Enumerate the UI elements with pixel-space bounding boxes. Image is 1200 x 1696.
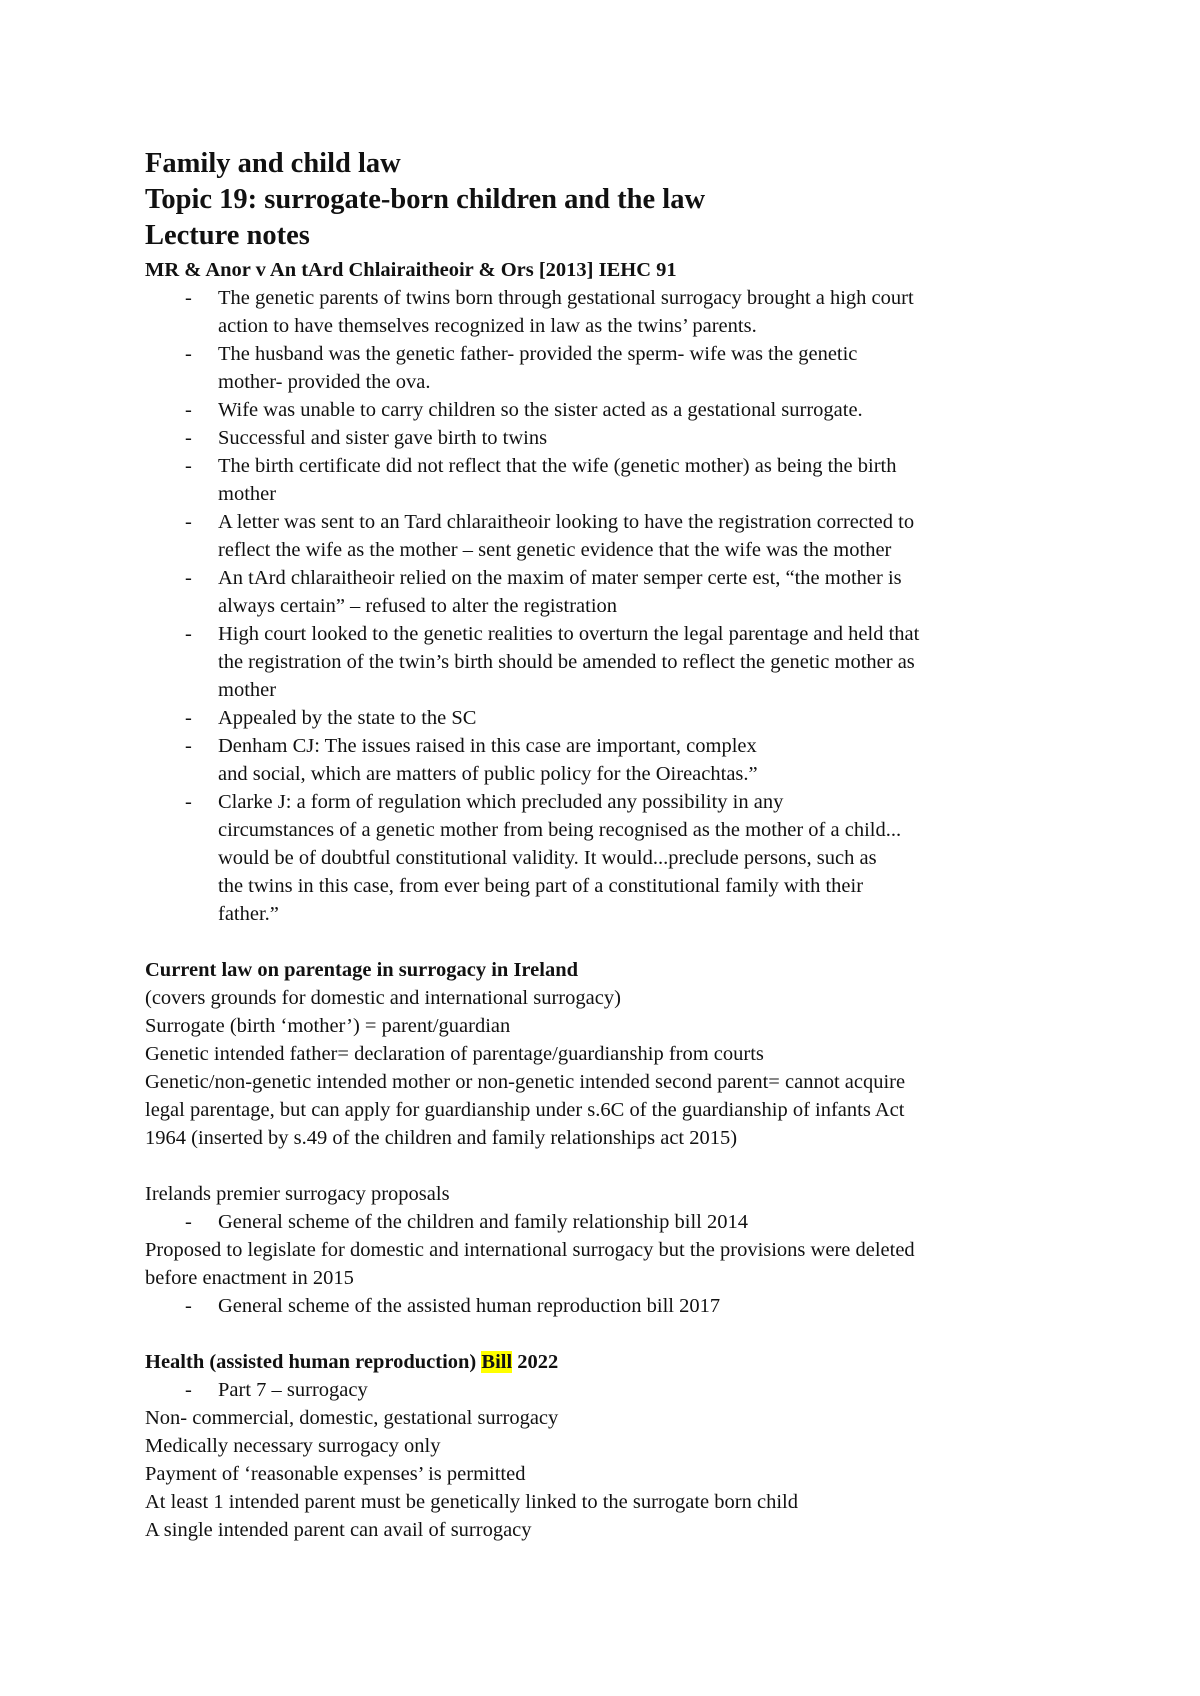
case-bullet-line: - A letter was sent to an Tard chlaraitheoir looking to have the registration corrected to	[218, 511, 915, 533]
text-line: legal parentage, but can apply for guardianship under s.6C of the guardianship of infants Act	[145, 1099, 905, 1121]
case-bullet	[145, 396, 1105, 424]
list-item: - General scheme of the children and family relationship bill 2014	[145, 1208, 1105, 1236]
document-title: Family and child law	[145, 148, 401, 179]
case-bullet	[145, 564, 1105, 620]
text-line: (covers grounds for domestic and international surrogacy)	[145, 987, 621, 1009]
bill-title	[145, 1348, 1105, 1376]
case-bullet-line: and social, which are matters of public policy for the Oireachtas.”	[218, 763, 758, 785]
case-bullet-line: - The husband was the genetic father- provided the sperm- wife was the genetic	[218, 343, 858, 365]
list-item: - Part 7 – surrogacy	[145, 1376, 1105, 1404]
case-bullet	[145, 620, 1105, 704]
case-bullet-line: circumstances of a genetic mother from being recognised as the mother of a child...	[218, 819, 902, 841]
text-line: A single intended parent can avail of surrogacy	[145, 1519, 532, 1541]
case-bullet-line: - An tArd chlaraitheoir relied on the maxim of mater semper certe est, “the mother is	[218, 567, 902, 589]
bill-text	[145, 1404, 1105, 1544]
text-line: Proposed to legislate for domestic and international surrogacy but the provisions were deleted	[145, 1239, 915, 1261]
text-line: Surrogate (birth ‘mother’) = parent/guardian	[145, 1015, 511, 1037]
case-bullet-line: mother	[218, 483, 277, 505]
case-bullet-line: - Wife was unable to carry children so the sister acted as a gestational surrogate.	[218, 399, 863, 421]
case-bullet-line: - High court looked to the genetic realities to overturn the legal parentage and held that	[218, 623, 920, 645]
bill-list	[145, 1376, 1105, 1404]
case-bullet	[145, 704, 1105, 732]
proposals-intro: Irelands premier surrogacy proposals	[145, 1183, 450, 1205]
spacer	[145, 928, 1105, 956]
case-bullet-line: always certain” – refused to alter the registration	[218, 595, 618, 617]
current-law-title: Current law on parentage in surrogacy in Ireland	[145, 959, 578, 981]
highlighted-text: Bill	[481, 1351, 513, 1373]
text-line: Non- commercial, domestic, gestational surrogacy	[145, 1407, 559, 1429]
topic-title: Topic 19: surrogate-born children and the law	[145, 184, 706, 215]
text-line: Medically necessary surrogacy only	[145, 1435, 441, 1457]
document-body	[145, 146, 1105, 1544]
case-title: MR & Anor v An tArd Chlairaitheoir & Ors [2013] IEHC 91	[145, 259, 677, 281]
case-bullet	[145, 340, 1105, 396]
case-bullet-line: - The genetic parents of twins born through gestational surrogacy brought a high court	[218, 287, 914, 309]
text-line: Genetic intended father= declaration of parentage/guardianship from courts	[145, 1043, 764, 1065]
case-bullet-list	[145, 284, 1105, 928]
case-bullet-line: - The birth certificate did not reflect that the wife (genetic mother) as being the birth	[218, 455, 897, 477]
case-bullet	[145, 788, 1105, 928]
case-bullet	[145, 424, 1105, 452]
text-line: At least 1 intended parent must be genetically linked to the surrogate born child	[145, 1491, 798, 1513]
list-item: - General scheme of the assisted human reproduction bill 2017	[145, 1292, 1105, 1320]
case-bullet	[145, 508, 1105, 564]
text-line: 1964 (inserted by s.49 of the children and family relationships act 2015)	[145, 1127, 738, 1149]
text-line: Payment of ‘reasonable expenses’ is permitted	[145, 1463, 526, 1485]
case-bullet-line: the registration of the twin’s birth should be amended to reflect the genetic mother as	[218, 651, 915, 673]
case-bullet-line: - Clarke J: a form of regulation which precluded any possibility in any	[218, 791, 784, 813]
case-bullet	[145, 452, 1105, 508]
case-bullet-line: - Successful and sister gave birth to twins	[218, 427, 548, 449]
case-bullet-line: reflect the wife as the mother – sent genetic evidence that the wife was the mother	[218, 539, 892, 561]
case-bullet	[145, 732, 1105, 788]
spacer	[145, 1320, 1105, 1348]
proposals-list-2	[145, 1292, 1105, 1320]
case-bullet-line: action to have themselves recognized in law as the twins’ parents.	[218, 315, 757, 337]
case-bullet-line: the twins in this case, from ever being part of a constitutional family with their	[218, 875, 864, 897]
text-line: Genetic/non-genetic intended mother or non-genetic intended second parent= cannot acquire	[145, 1071, 906, 1093]
case-bullet-line: - Appealed by the state to the SC	[218, 707, 477, 729]
proposals-text	[145, 1236, 1105, 1292]
lecture-notes-title: Lecture notes	[145, 220, 310, 251]
text-line: before enactment in 2015	[145, 1267, 354, 1289]
case-bullet-line: father.”	[218, 903, 279, 925]
current-law-text	[145, 984, 1105, 1152]
case-bullet-line: would be of doubtful constitutional validity. It would...preclude persons, such as	[218, 847, 877, 869]
case-bullet-line: mother- provided the ova.	[218, 371, 431, 393]
bill-title-suffix: 2022	[512, 1351, 559, 1373]
spacer	[145, 1152, 1105, 1180]
bill-title-prefix: Health (assisted human reproduction)	[145, 1351, 482, 1373]
proposals-list-1	[145, 1208, 1105, 1236]
case-bullet-line: - Denham CJ: The issues raised in this case are important, complex	[218, 735, 757, 757]
case-bullet-line: mother	[218, 679, 277, 701]
case-bullet	[145, 284, 1105, 340]
